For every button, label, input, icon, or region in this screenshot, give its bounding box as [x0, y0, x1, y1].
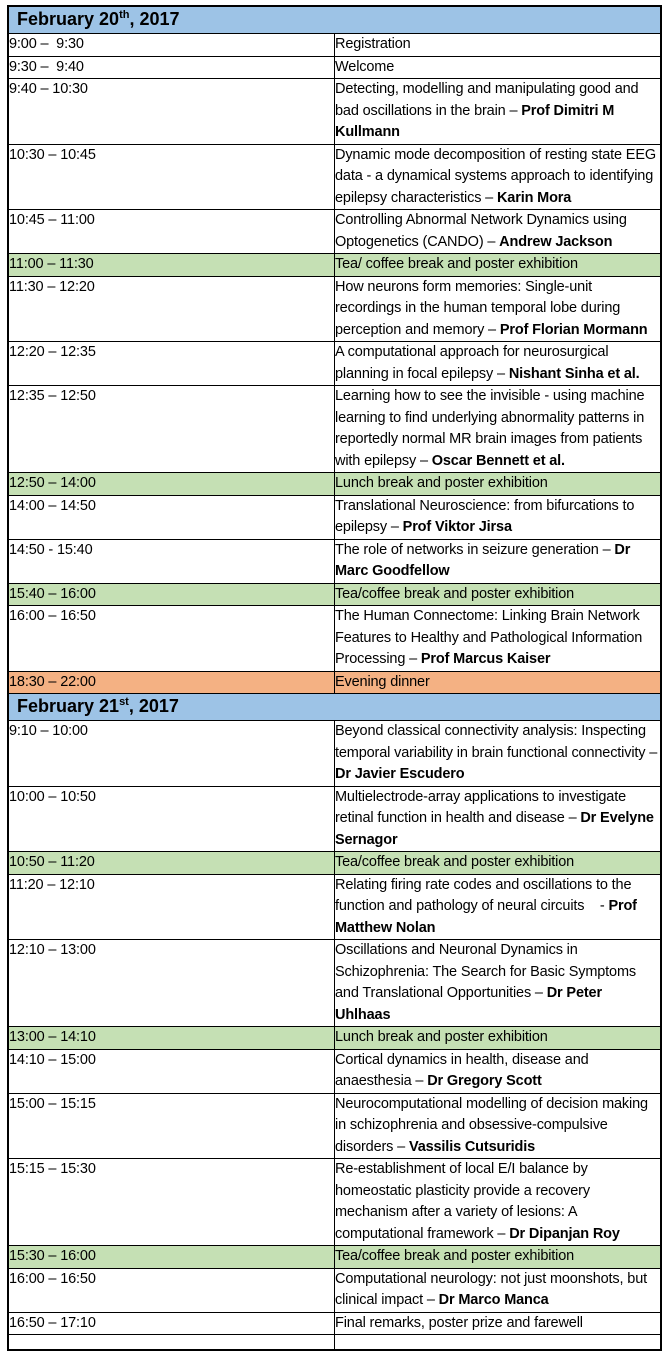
session-cell — [335, 721, 662, 787]
table-row — [8, 583, 661, 606]
day-header-cell — [8, 694, 661, 721]
speaker-name: Dr Gregory Scott — [427, 1073, 542, 1089]
day-title-year: , 2017 — [128, 696, 179, 716]
session-title: Neurocomputational modelling of decision making in schizophrenia and obsessive-compulsive disorders – — [335, 1095, 648, 1155]
table-row — [8, 144, 661, 210]
day-title-text: February 21 — [17, 696, 120, 716]
time-cell: 12:35 – 12:50 — [8, 386, 335, 473]
session-cell — [335, 254, 662, 277]
speaker-name: Dr Evelyne Sernagor — [335, 810, 654, 848]
session-title: Cortical dynamics in health, disease and anaesthesia – — [335, 1051, 589, 1089]
session-cell — [335, 1268, 662, 1312]
table-row — [8, 940, 661, 1027]
table-row — [8, 671, 661, 694]
time-cell: 12:20 – 12:35 — [8, 342, 335, 386]
table-row — [8, 386, 661, 473]
time-cell: 9:00 – 9:30 — [8, 34, 335, 57]
schedule-table — [7, 5, 662, 1351]
session-title: Translational Neuroscience: from bifurcations to epilepsy – — [335, 497, 635, 535]
session-cell — [335, 1246, 662, 1269]
session-cell — [335, 79, 662, 145]
speaker-name: Karin Mora — [496, 189, 572, 206]
speaker-name: Andrew Jackson — [499, 233, 613, 250]
session-title: Learning how to see the invisible - using machine learning to find underlying abnormality patterns in reportedly normal MR brain images from patients with epilepsy – — [335, 388, 645, 469]
session-title: Computational neurology: not just moonshots, but clinical impact – — [335, 1270, 647, 1308]
speaker-name: Prof Florian Mormann — [499, 321, 648, 338]
day-title-text: February 20 — [17, 9, 120, 29]
session-cell — [335, 1049, 662, 1093]
session-title: Tea/coffee break and poster exhibition — [335, 1248, 575, 1264]
table-row — [8, 1093, 661, 1159]
table-row — [8, 56, 661, 79]
table-row — [8, 1159, 661, 1246]
speaker-name: Prof Dimitri M Kullmann — [335, 102, 615, 140]
session-cell — [335, 539, 662, 583]
speaker-name: Dr Dipanjan Roy — [509, 1225, 620, 1242]
time-cell: 9:30 – 9:40 — [8, 56, 335, 79]
time-cell: 11:00 – 11:30 — [8, 254, 335, 277]
day-header-cell — [8, 6, 661, 34]
time-cell: 15:00 – 15:15 — [8, 1093, 335, 1159]
time-cell: 15:40 – 16:00 — [8, 583, 335, 606]
time-cell: 13:00 – 14:10 — [8, 1027, 335, 1050]
session-title: A computational approach for neurosurgical planning in focal epilepsy – — [335, 344, 609, 382]
session-title: Lunch break and poster exhibition — [335, 475, 548, 491]
session-title: Tea/coffee break and poster exhibition — [335, 854, 575, 870]
time-cell: 16:00 – 16:50 — [8, 1268, 335, 1312]
day-header-row — [8, 6, 661, 34]
time-cell: 14:10 – 15:00 — [8, 1049, 335, 1093]
table-row — [8, 721, 661, 787]
session-title: Lunch break and poster exhibition — [335, 1029, 548, 1045]
time-cell — [8, 1335, 335, 1351]
time-cell: 15:15 – 15:30 — [8, 1159, 335, 1246]
session-cell — [335, 276, 662, 342]
speaker-name: Dr Javier Escudero — [335, 766, 465, 782]
session-cell — [335, 34, 662, 57]
table-row — [8, 539, 661, 583]
day-title-year: , 2017 — [129, 9, 180, 29]
session-title: Relating firing rate codes and oscillations to the function and pathology of neural circuits - — [335, 876, 632, 914]
session-title: Registration — [335, 36, 411, 52]
time-cell: 12:50 – 14:00 — [8, 473, 335, 496]
time-cell: 11:30 – 12:20 — [8, 276, 335, 342]
table-row — [8, 852, 661, 875]
speaker-name: Prof Viktor Jirsa — [402, 519, 512, 535]
time-cell: 16:00 – 16:50 — [8, 606, 335, 672]
session-cell — [335, 874, 662, 940]
session-title: Tea/ coffee break and poster exhibition — [335, 256, 578, 272]
session-title: Controlling Abnormal Network Dynamics using Optogenetics (CANDO) – — [335, 212, 627, 250]
session-title: The role of networks in seizure generation – — [335, 541, 615, 558]
speaker-name: Prof Marcus Kaiser — [420, 651, 551, 667]
table-row — [8, 1312, 661, 1335]
time-cell: 9:40 – 10:30 — [8, 79, 335, 145]
table-row — [8, 34, 661, 57]
session-cell — [335, 1159, 662, 1246]
session-cell — [335, 144, 662, 210]
table-row — [8, 254, 661, 277]
session-cell — [335, 1027, 662, 1050]
time-cell: 16:50 – 17:10 — [8, 1312, 335, 1335]
session-title: The Human Connectome: Linking Brain Network Features to Healthy and Pathological Information Processing – — [335, 608, 643, 667]
day-title-ordinal: st — [119, 696, 129, 708]
session-cell — [335, 940, 662, 1027]
session-cell — [335, 1335, 662, 1351]
schedule-body — [8, 6, 661, 1350]
table-row — [8, 276, 661, 342]
session-cell — [335, 495, 662, 539]
day-header-row — [8, 694, 661, 721]
session-cell — [335, 342, 662, 386]
speaker-name: Dr Marc Goodfellow — [335, 541, 631, 579]
speaker-name: Vassilis Cutsuridis — [408, 1138, 536, 1155]
table-row — [8, 786, 661, 852]
session-title: How neurons form memories: Single-unit recordings in the human temporal lobe during perception and memory – — [335, 278, 621, 338]
session-cell — [335, 583, 662, 606]
speaker-name: Dr Peter Uhlhaas — [335, 985, 602, 1023]
session-title: Welcome — [335, 58, 395, 75]
table-row — [8, 495, 661, 539]
time-cell: 10:50 – 11:20 — [8, 852, 335, 875]
table-row — [8, 473, 661, 496]
time-cell: 14:50 - 15:40 — [8, 539, 335, 583]
session-cell — [335, 1093, 662, 1159]
time-cell: 14:00 – 14:50 — [8, 495, 335, 539]
session-cell — [335, 671, 662, 694]
table-row — [8, 79, 661, 145]
session-title: Detecting, modelling and manipulating good and bad oscillations in the brain – — [335, 81, 639, 119]
session-cell — [335, 386, 662, 473]
time-cell: 10:45 – 11:00 — [8, 210, 335, 254]
session-cell — [335, 56, 662, 79]
session-cell — [335, 473, 662, 496]
time-cell: 10:30 – 10:45 — [8, 144, 335, 210]
table-row — [8, 210, 661, 254]
table-row — [8, 874, 661, 940]
table-row — [8, 1246, 661, 1269]
day-title-ordinal: th — [119, 9, 130, 21]
session-title: Dynamic mode decomposition of resting state EEG data - a dynamical systems approach to identifying epilepsy characteristics – — [335, 146, 656, 206]
session-title: Beyond classical connectivity analysis: Inspecting temporal variability in brain functional connectivity – — [335, 723, 658, 761]
table-row — [8, 1268, 661, 1312]
table-row — [8, 342, 661, 386]
session-cell — [335, 786, 662, 852]
speaker-name: Nishant Sinha et al. — [508, 365, 640, 382]
session-title: Final remarks, poster prize and farewell — [335, 1314, 583, 1331]
session-title: Evening dinner — [335, 673, 430, 690]
session-title: Tea/coffee break and poster exhibition — [335, 585, 575, 602]
session-title: Multielectrode-array applications to investigate retinal function in health and disease – — [335, 788, 627, 826]
session-title: Re-establishment of local E/I balance by homeostatic plasticity provide a recovery mechanism after a variety of lesions: A computational framework – — [335, 1161, 590, 1242]
speaker-name: Oscar Bennett et al. — [431, 452, 565, 469]
table-row — [8, 1335, 661, 1351]
time-cell: 18:30 – 22:00 — [8, 671, 335, 694]
session-cell — [335, 210, 662, 254]
time-cell: 9:10 – 10:00 — [8, 721, 335, 787]
table-row — [8, 1049, 661, 1093]
time-cell: 10:00 – 10:50 — [8, 786, 335, 852]
session-title: Oscillations and Neuronal Dynamics in Schizophrenia: The Search for Basic Symptoms and Translational Opportunities – — [335, 942, 636, 1001]
time-cell: 15:30 – 16:00 — [8, 1246, 335, 1269]
session-cell — [335, 606, 662, 672]
speaker-name: Dr Marco Manca — [438, 1292, 549, 1308]
table-row — [8, 606, 661, 672]
speaker-name: Prof Matthew Nolan — [335, 898, 637, 936]
time-cell: 12:10 – 13:00 — [8, 940, 335, 1027]
session-cell — [335, 852, 662, 875]
time-cell: 11:20 – 12:10 — [8, 874, 335, 940]
table-row — [8, 1027, 661, 1050]
session-cell — [335, 1312, 662, 1335]
